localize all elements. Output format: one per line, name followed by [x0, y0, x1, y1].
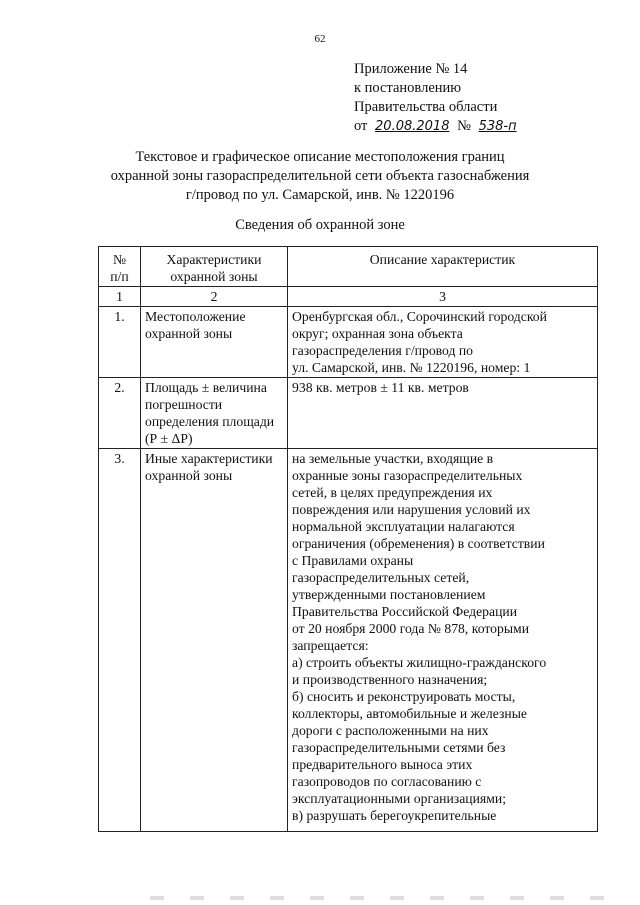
row-number: 1.	[99, 307, 141, 378]
table-header-row	[99, 247, 598, 287]
label-line: погрешности	[145, 397, 223, 412]
title-line-2: охранной зоны газораспределительной сети объекта газоснабжения	[110, 168, 530, 184]
description-line: охранные зоны газораспределительных	[292, 468, 523, 483]
label-line: (Р ± ΔР)	[145, 431, 193, 446]
description-line: дороги с расположенными на них	[292, 723, 489, 738]
page-number: 62	[314, 33, 326, 45]
column-number: 1	[99, 287, 141, 307]
number-value: 538-п	[478, 119, 517, 134]
table-row	[99, 449, 598, 832]
description-line: Правительства Российской Федерации	[292, 604, 518, 619]
description-line: утвержденными постановлением	[292, 587, 486, 602]
column-number: 2	[141, 287, 288, 307]
column-number: 3	[288, 287, 598, 307]
header-num-line-2: п/п	[110, 269, 129, 284]
label-line: охранной зоны	[145, 468, 233, 483]
date-prefix: от	[354, 118, 368, 134]
row-number: 2.	[99, 378, 141, 449]
scan-artifact	[150, 896, 630, 900]
appendix-date-line	[354, 117, 521, 136]
appendix-line-1: Приложение № 14	[354, 61, 468, 77]
row-description	[288, 449, 598, 832]
description-line: предварительного выноса этих	[292, 757, 473, 772]
header-char-line-2: охранной зоны	[170, 269, 258, 284]
header-characteristics	[141, 247, 288, 287]
description-line: с Правилами охраны	[292, 553, 414, 568]
description-line: сетей, в целях предупреждения их	[292, 485, 493, 500]
title-line-3: г/провод по ул. Самарской, инв. № 1220196	[185, 187, 455, 203]
description-line: 938 кв. метров ± 11 кв. метров	[292, 380, 469, 395]
header-description: Описание характеристик	[288, 247, 598, 287]
table-row	[99, 307, 598, 378]
header-num-line-1: №	[112, 252, 127, 267]
description-line: ограничения (обременения) в соответствии	[292, 536, 545, 551]
label-line: Площадь ± величина	[145, 380, 267, 395]
description-line: на земельные участки, входящие в	[292, 451, 494, 466]
description-line: ул. Самарской, инв. № 1220196, номер: 1	[292, 360, 531, 375]
description-line: и производственного назначения;	[292, 672, 488, 687]
description-line: Оренбургская обл., Сорочинский городской	[292, 309, 547, 324]
number-prefix: №	[457, 118, 471, 134]
description-line: а) строить объекты жилищно-гражданского	[292, 655, 547, 670]
row-number: 3.	[99, 449, 141, 832]
description-line: коллекторы, автомобильные и железные	[292, 706, 527, 721]
row-description	[288, 307, 598, 378]
date-value: 20.08.2018	[375, 119, 450, 134]
description-line: газораспределительных сетей,	[292, 570, 470, 585]
description-line: округ; охранная зона объекта	[292, 326, 463, 341]
label-line: охранной зоны	[145, 326, 233, 341]
row-label	[141, 378, 288, 449]
appendix-header	[354, 60, 521, 136]
row-label	[141, 307, 288, 378]
description-line: эксплуатационными организациями;	[292, 791, 507, 806]
label-line: определения площади	[145, 414, 275, 429]
appendix-line-2: к постановлению	[354, 80, 462, 96]
label-line: Местоположение	[145, 309, 246, 324]
label-line: Иные характеристики	[145, 451, 273, 466]
title-line-1: Текстовое и графическое описание местоположения границ	[135, 149, 505, 165]
description-line: запрещается:	[292, 638, 369, 653]
description-line: газопроводов по согласованию с	[292, 774, 482, 789]
row-description	[288, 378, 598, 449]
table-row	[99, 378, 598, 449]
description-line: газораспределительными сетями без	[292, 740, 506, 755]
header-num	[99, 247, 141, 287]
section-subtitle: Сведения об охранной зоне	[235, 217, 405, 233]
description-line: б) сносить и реконструировать мосты,	[292, 689, 516, 704]
column-number-row	[99, 287, 598, 307]
description-line: повреждения или нарушения условий их	[292, 502, 531, 517]
row-label	[141, 449, 288, 832]
description-line: газораспределения г/провод по	[292, 343, 474, 358]
description-line: от 20 ноября 2000 года № 878, которыми	[292, 621, 530, 636]
description-line: в) разрушать берегоукрепительные	[292, 808, 497, 823]
document-title	[0, 148, 640, 205]
description-line: нормальной эксплуатации налагаются	[292, 519, 515, 534]
header-char-line-1: Характеристики	[166, 252, 262, 267]
appendix-line-3: Правительства области	[354, 99, 498, 115]
protection-zone-table	[98, 246, 598, 832]
